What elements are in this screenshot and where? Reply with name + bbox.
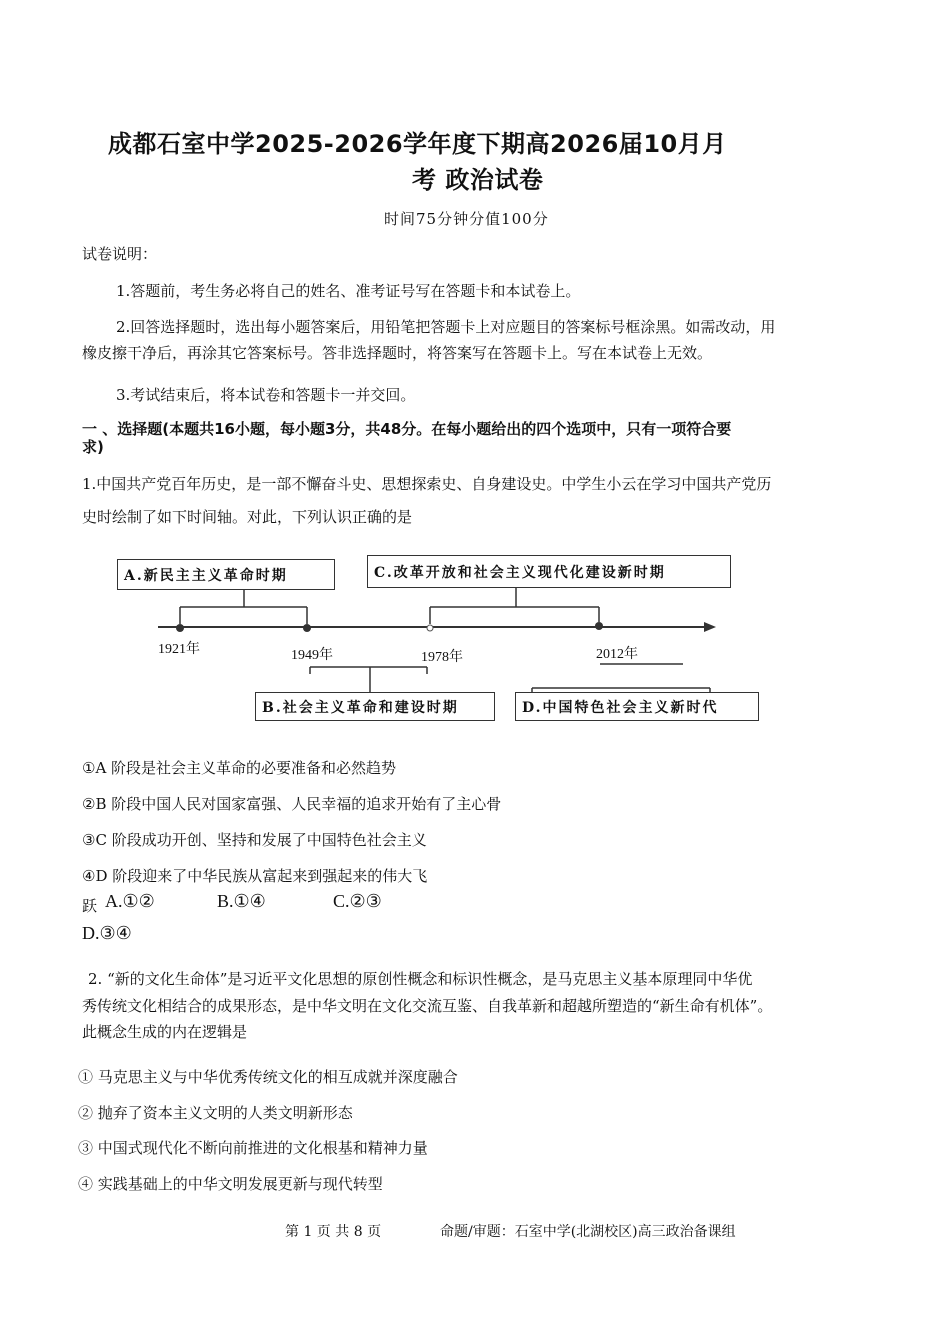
q1-option-d: D.③④	[82, 923, 132, 943]
q1-option-b: B.①④	[217, 891, 266, 911]
q2-statement-1: ① 马克思主义与中华优秀传统文化的相互成就并深度融合	[78, 1068, 458, 1086]
timeline-year-2012: 2012年	[596, 647, 638, 662]
timeline-box-d: D.中国特色社会主义新时代	[515, 692, 759, 721]
timeline-year-1949: 1949年	[291, 648, 333, 663]
timeline-box-c: C.改革开放和社会主义现代化建设新时期	[367, 555, 731, 588]
q1-statement-1: ①A 阶段是社会主义革命的必要准备和必然趋势	[82, 759, 397, 777]
q1-statement-4-tail: 跃	[82, 897, 98, 915]
instruction-item-2-line2: 橡皮擦干净后，再涂其它答案标号。答非选择题时，将答案写在答题卡上。写在本试卷上无效。	[82, 344, 713, 362]
footer-author: 命题/审题：石室中学(北湖校区)高三政治备课组	[440, 1224, 736, 1240]
q2-stem-line2: 秀传统文化相结合的成果形态，是中华文明在文化交流互鉴、自我革新和超越所塑造的“新生命有机体”。	[82, 997, 773, 1015]
q1-stem-line2: 史时绘制了如下时间轴。对此，下列认识正确的是	[82, 508, 413, 526]
q2-stem-line1: 2. “新的文化生命体”是习近平文化思想的原创性概念和标识性概念，是马克思主义基本原理同中华优	[88, 970, 753, 988]
q1-option-c: C.②③	[333, 891, 382, 911]
timeline-box-a: A.新民主主义革命时期	[117, 559, 335, 590]
footer-page-number: 第 1 页 共 8 页	[285, 1224, 382, 1240]
q2-stem-line3: 此概念生成的内在逻辑是	[82, 1023, 248, 1041]
timeline-year-1978: 1978年	[421, 650, 463, 665]
section-heading-line2: 求)	[82, 438, 104, 456]
q1-statement-4: ④D 阶段迎来了中华民族从富起来到强起来的伟大飞	[82, 867, 428, 885]
q1-option-a: A.①②	[105, 891, 155, 911]
exam-time-info: 时间75分钟分值100分	[384, 210, 549, 228]
q1-stem-line1: 1.中国共产党百年历史，是一部不懈奋斗史、思想探索史、自身建设史。中学生小云在学习中国共产党历	[82, 475, 772, 493]
timeline-box-b: B.社会主义革命和建设时期	[255, 692, 495, 721]
instructions-heading: 试卷说明：	[82, 245, 158, 263]
section-heading-line1: 一 、选择题(本题共16小题，每小题3分，共48分。在每小题给出的四个选项中，只有一项符合要	[82, 420, 732, 438]
instruction-item-1: 1.答题前，考生务必将自己的姓名、准考证号写在答题卡和本试卷上。	[116, 282, 581, 300]
q1-statement-2: ②B 阶段中国人民对国家富强、人民幸福的追求开始有了主心骨	[82, 795, 502, 813]
instruction-item-3: 3.考试结束后，将本试卷和答题卡一并交回。	[116, 386, 416, 404]
q2-statement-4: ④ 实践基础上的中华文明发展更新与现代转型	[78, 1175, 383, 1193]
q2-statement-3: ③ 中国式现代化不断向前推进的文化根基和精神力量	[78, 1139, 428, 1157]
q2-statement-2: ② 抛弃了资本主义文明的人类文明新形态	[78, 1104, 353, 1122]
exam-title-line2: 考 政治试卷	[412, 166, 544, 194]
q1-statement-3: ③C 阶段成功开创、坚持和发展了中国特色社会主义	[82, 831, 427, 849]
timeline-year-1921: 1921年	[158, 642, 200, 657]
exam-title-line1: 成都石室中学2025-2026学年度下期高2026届10月月	[108, 130, 727, 158]
instruction-item-2-line1: 2.回答选择题时，选出每小题答案后，用铅笔把答题卡上对应题目的答案标号框涂黑。如需改动，用	[116, 318, 776, 336]
